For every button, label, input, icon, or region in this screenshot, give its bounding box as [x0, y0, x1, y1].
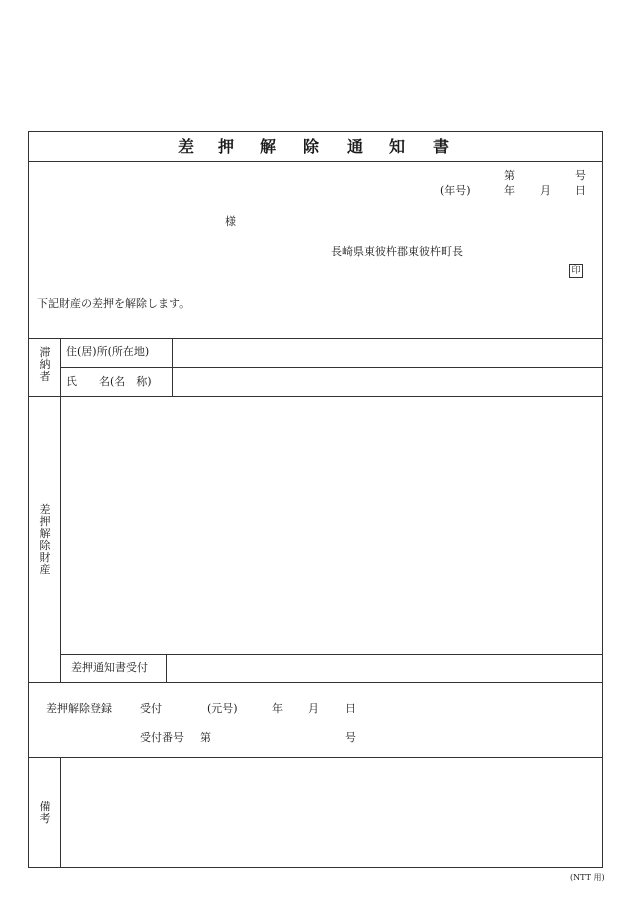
title-char: 押 — [218, 137, 235, 156]
remarks-field[interactable] — [61, 758, 602, 867]
remarks-heading: 備考 — [39, 800, 51, 825]
registration-year-label: 年 — [272, 702, 283, 715]
receipt-number-label: 受付番号 — [140, 731, 184, 744]
registration-label: 差押解除登録 — [46, 702, 112, 715]
title-char: 知 — [389, 137, 406, 156]
receipt-field[interactable] — [167, 655, 602, 682]
debtor-heading: 滞納者 — [39, 346, 51, 383]
registration-era-label: (元号) — [207, 702, 238, 715]
seal-mark: 印 — [569, 264, 583, 278]
property-divider — [28, 682, 603, 683]
receipt-number-prefix: 第 — [200, 731, 211, 744]
title-char: 解 — [260, 137, 277, 156]
date-year-label: 年 — [504, 184, 515, 197]
property-heading: 差押解除財産 — [39, 503, 51, 576]
name-label: 氏 名(名 称) — [66, 375, 152, 388]
date-era-label: (年号) — [440, 184, 471, 197]
date-day-label: 日 — [575, 184, 586, 197]
date-month-label: 月 — [540, 184, 551, 197]
document-number-prefix: 第 — [504, 169, 515, 182]
name-field[interactable] — [173, 368, 602, 396]
title-char: 通 — [347, 137, 364, 156]
registration-day-label: 日 — [345, 702, 356, 715]
receipt-label: 差押通知書受付 — [71, 661, 148, 674]
title-char: 書 — [433, 137, 450, 156]
registration-month-label: 月 — [308, 702, 319, 715]
title-char: 差 — [178, 137, 195, 156]
registration-receipt-label: 受付 — [140, 702, 162, 715]
footer-note: (NTT 用) — [570, 873, 605, 882]
addressee-suffix: 様 — [225, 215, 236, 228]
receipt-number-suffix: 号 — [345, 731, 356, 744]
title-char: 除 — [303, 137, 320, 156]
statement-text: 下記財産の差押を解除します。 — [37, 297, 191, 310]
address-label: 住(居)所(所在地) — [66, 345, 150, 358]
address-field[interactable] — [173, 339, 602, 367]
issuer-name: 長崎県東彼杵郡東彼杵町長 — [331, 245, 463, 258]
title-divider — [28, 161, 603, 162]
property-field[interactable] — [61, 397, 602, 654]
document-number-suffix: 号 — [575, 169, 586, 182]
